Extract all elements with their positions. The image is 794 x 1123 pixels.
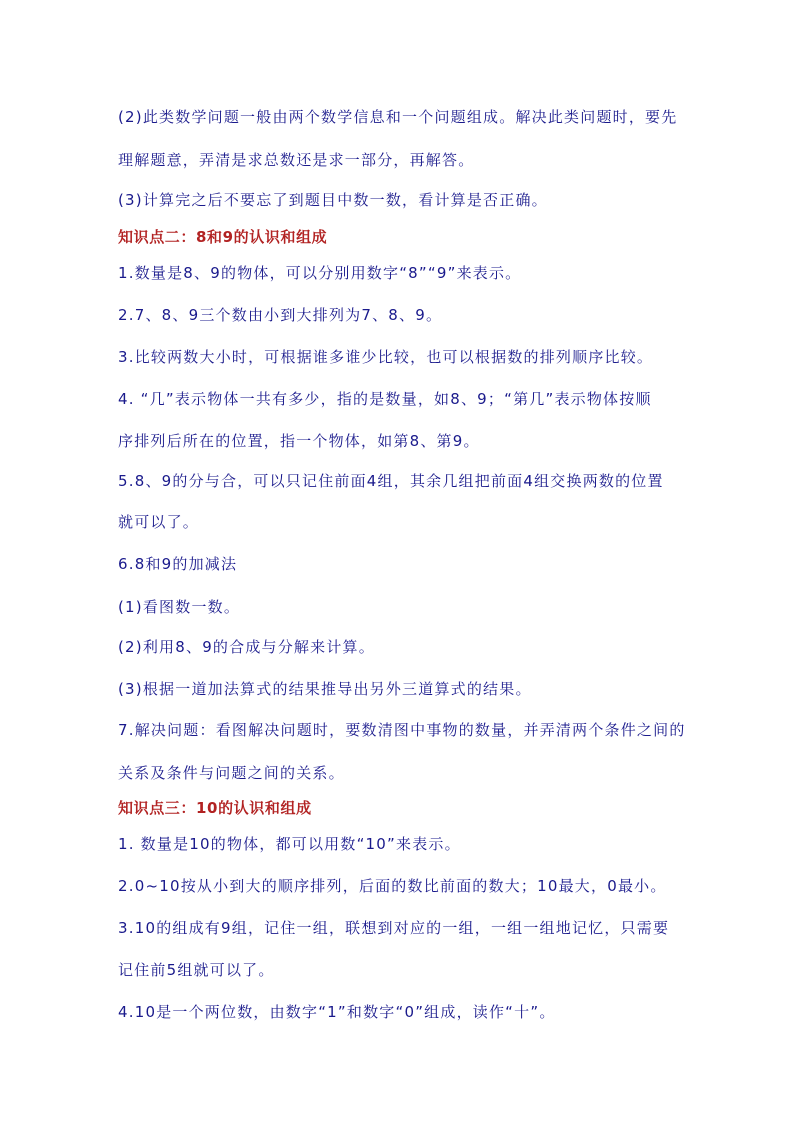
paragraph-line: (3)计算完之后不要忘了到题目中数一数，看计算是否正确。 xyxy=(118,191,548,209)
paragraph-line: (3)根据一道加法算式的结果推导出另外三道算式的结果。 xyxy=(118,680,532,698)
paragraph-line: 就可以了。 xyxy=(118,513,200,531)
paragraph-line: 1. 数量是10的物体，都可以用数“10”来表示。 xyxy=(118,835,461,853)
paragraph-line: 3.比较两数大小时，可根据谁多谁少比较，也可以根据数的排列顺序比较。 xyxy=(118,348,654,366)
section-heading: 知识点三：10的认识和组成 xyxy=(118,799,312,817)
paragraph-line: 4.10是一个两位数，由数字“1”和数字“0”组成，读作“十”。 xyxy=(118,1003,556,1021)
paragraph-line: (2)此类数学问题一般由两个数学信息和一个问题组成。解决此类问题时，要先 xyxy=(118,108,678,126)
paragraph-line: 记住前5组就可以了。 xyxy=(118,961,275,979)
paragraph-line: 关系及条件与问题之间的关系。 xyxy=(118,764,345,782)
paragraph-line: (1)看图数一数。 xyxy=(118,598,241,616)
paragraph-line: 7.解决问题：看图解决问题时，要数清图中事物的数量，并弄清两个条件之间的 xyxy=(118,721,686,739)
paragraph-line: 1.数量是8、9的物体，可以分别用数字“8”“9”来表示。 xyxy=(118,264,522,282)
paragraph-line: 3.10的组成有9组，记住一组，联想到对应的一组，一组一组地记忆，只需要 xyxy=(118,919,670,937)
paragraph-line: 序排列后所在的位置，指一个物体，如第8、第9。 xyxy=(118,432,480,450)
paragraph-line: 2.0~10按从小到大的顺序排列，后面的数比前面的数大；10最大，0最小。 xyxy=(118,877,667,895)
paragraph-line: 2.7、8、9三个数由小到大排列为7、8、9。 xyxy=(118,306,443,324)
paragraph-line: 4. “几”表示物体一共有多少，指的是数量，如8、9；“第几”表示物体按顺 xyxy=(118,390,652,408)
paragraph-line: 6.8和9的加减法 xyxy=(118,555,238,573)
section-heading: 知识点二：8和9的认识和组成 xyxy=(118,228,328,246)
paragraph-line: 5.8、9的分与合，可以只记住前面4组，其余几组把前面4组交换两数的位置 xyxy=(118,472,664,490)
paragraph-line: (2)利用8、9的合成与分解来计算。 xyxy=(118,638,375,656)
paragraph-line: 理解题意，弄清是求总数还是求一部分，再解答。 xyxy=(118,151,475,169)
